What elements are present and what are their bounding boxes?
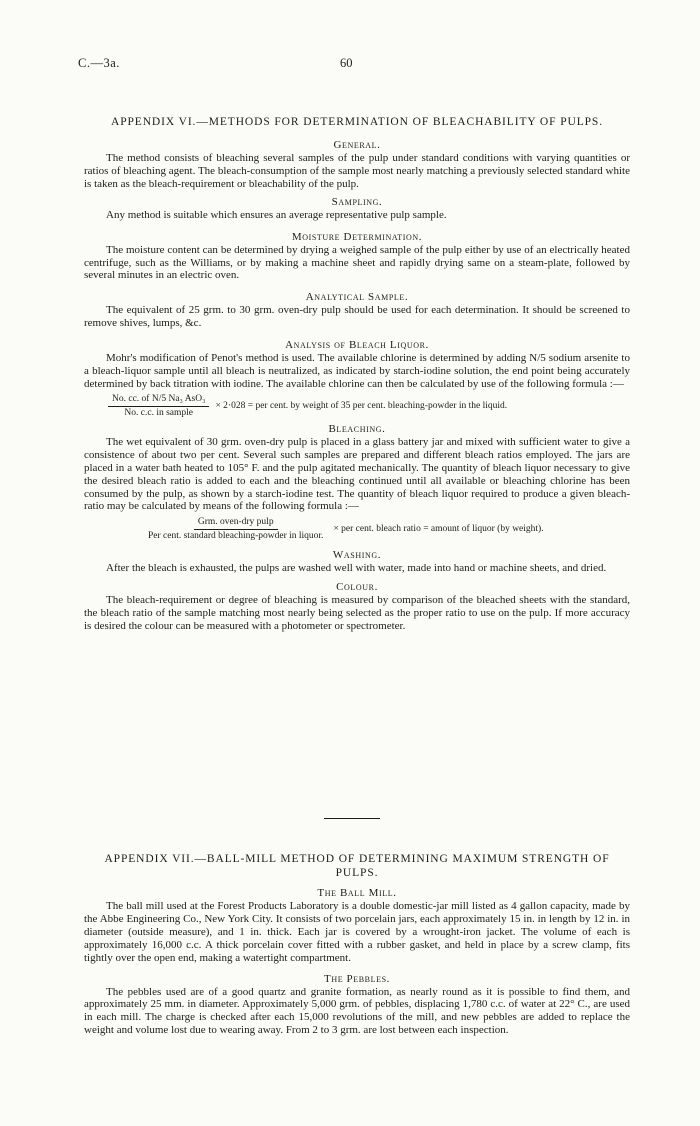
general-heading: General. (333, 139, 381, 151)
general-paragraph: The method consists of bleaching several samples of the pulp under standard conditions with varying quantities or ratios of bleaching agent. The bleach-consumption of the sample most nearly matching a previously selected standard white is taken as the bleach-requirement or bleachability of the pulp. (84, 152, 630, 190)
bleach-liquor-heading: Analysis of Bleach Liquor. (285, 339, 429, 352)
liquor-formula-numerator: Grm. oven-dry pulp (194, 517, 278, 530)
pebbles-paragraph: The pebbles used are of a good quartz and granite formation, as nearly round as it is possible to find them, and approximately 25 mm. in diameter. Approximately 5,000 grm. of pebbles, displacing 1,780 c.c. of water at 22° C., are used in each mill. The charge is checked after each 15,000 revolutions of the mill, and new pebbles are added to replace the weight and volume lost due to wearing away. From 2 to 3 grm. are lost between each inspection. (84, 985, 630, 1037)
liquor-formula-result: × per cent. bleach ratio = amount of liquor (by weight). (333, 524, 544, 535)
appendix-vii (84, 852, 630, 1037)
analytical-sample-heading: Analytical Sample. (305, 291, 409, 304)
document-reference: C.—3a. (78, 56, 120, 70)
moisture-heading: Moisture Determination. (291, 230, 423, 243)
liquor-formula-denominator: Per cent. standard bleaching-powder in liquor. (148, 531, 324, 542)
liquor-formula (144, 517, 630, 542)
colour-heading: Colour. (336, 581, 378, 594)
chlorine-formula (108, 394, 630, 419)
bleach-liquor-paragraph: Mohr's modification of Penot's method is used. The available chlorine is determined by adding N/5 sodium arsenite to a bleach-liquor sample until all bleach is neutralized, as indicated by starch-iodine solution, the end point being accurately determined by back titration with iodine. The available chlorine can then be calculated by use of the following formula :— (84, 352, 630, 390)
ball-mill-paragraph: The ball mill used at the Forest Products Laboratory is a double domestic-jar mill listed as 4 gallon capacity, made by the Abbe Engineering Co., New York City. It consists of two porcelain jars, each approximately 15 in. in length by 12 in. in diameter (outside measure), and 1 in. thick. Each jar is covered by a wrought-iron jacket. The volume of each is approximately 16,000 c.c. A thick porcelain cover fitted with a rubber gasket, and held in place by a screw clamp, fits tightly over the open end, making a watertight compartment. (84, 900, 630, 964)
appendix-vi-title: APPENDIX VI.—METHODS FOR DETERMINATION OF BLEACHABILITY OF PULPS. (110, 116, 603, 128)
bleaching-heading: Bleaching. (328, 422, 386, 435)
chlorine-formula-fraction (108, 394, 209, 419)
appendix-vii-title: APPENDIX VII.—BALL-MILL METHOD OF DETERMINING MAXIMUM STRENGTH OF PULPS. (104, 853, 610, 879)
appendix-vi (84, 115, 630, 633)
sampling-paragraph: Any method is suitable which ensures an average representative pulp sample. (106, 208, 447, 221)
pebbles-heading: The Pebbles. (324, 972, 390, 985)
liquor-formula-fraction (144, 517, 327, 542)
chlorine-formula-result: × 2·028 = per cent. by weight of 35 per cent. bleaching-powder in the liquid. (215, 400, 508, 411)
page-number: 60 (340, 56, 353, 70)
chlorine-formula-denominator: No. c.c. in sample (124, 407, 194, 418)
bleaching-paragraph: The wet equivalent of 30 grm. oven-dry pulp is placed in a glass battery jar and mixed with sufficient water to give a consistence of about two per cent. Several such samples are prepared and different bleach ratios employed. The jars are placed in a water bath heated to 105° F. and the pulp agitated mechanically. The quantity of bleach liquor necessary to give the desired bleach ratio is added to each and the bleaching continued until all available or bleaching chlorine has been consumed by the pulp, as shown by a starch-iodine test. The quantity of bleach liquor required to produce a given bleach-ratio may be calculated by means of the following formula :— (84, 435, 630, 513)
section-divider (324, 818, 380, 819)
chlorine-formula-numerator: No. cc. of N/5 Na₃ AsO₃ (108, 394, 209, 407)
ball-mill-heading: The Ball Mill. (317, 887, 397, 899)
colour-paragraph: The bleach-requirement or degree of bleaching is measured by comparison of the bleached sheets with the standard, the bleach ratio of the sample matching most nearly being selected as the proper ratio to use on the pulp. If more accuracy is desired the colour can be measured with a photometer or spectrometer. (84, 594, 630, 633)
analytical-sample-paragraph: The equivalent of 25 grm. to 30 grm. oven-dry pulp should be used for each determination. It should be screened to remove shives, lumps, &c. (84, 304, 630, 330)
washing-paragraph: After the bleach is exhausted, the pulps are washed well with water, made into hand or machine sheets, and dried. (106, 562, 607, 575)
sampling-heading: Sampling. (331, 195, 383, 208)
washing-heading: Washing. (332, 549, 382, 562)
moisture-paragraph: The moisture content can be determined by drying a weighed sample of the pulp either by use of an electrically heated centrifuge, such as the Williams, or by making a machine sheet and rapidly drying same on a steam-plate, followed by several minutes in an electric oven. (84, 243, 630, 282)
